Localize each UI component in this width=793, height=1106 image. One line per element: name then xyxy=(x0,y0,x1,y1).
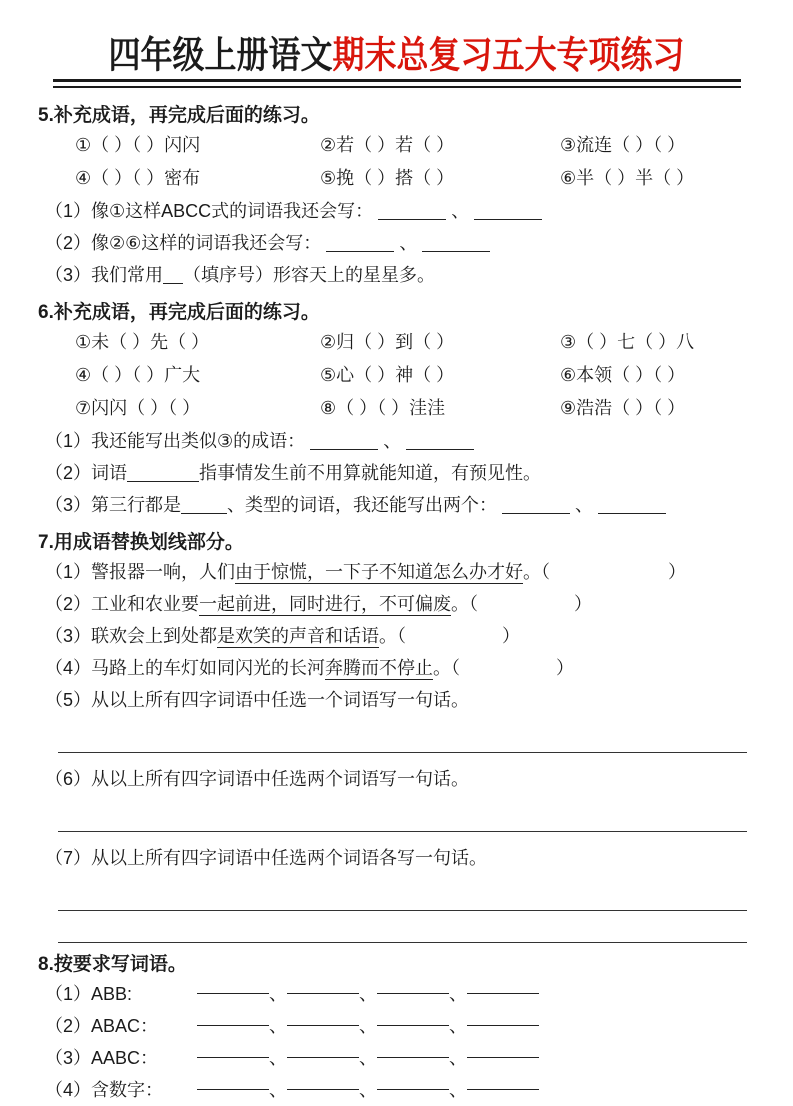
answer-paren-open: （ xyxy=(469,594,479,614)
answer-blank xyxy=(287,1010,359,1026)
question-text: 。 xyxy=(451,594,470,614)
question-text: （3）第三行都是 xyxy=(45,495,182,515)
answer-blank xyxy=(377,978,449,994)
section-7-question-4 xyxy=(38,652,753,684)
separator: 、 xyxy=(359,984,377,1004)
title-black-part: 四年级上册语文 xyxy=(108,34,333,76)
answer-blank xyxy=(377,1074,449,1090)
idiom-item: ⑤挽（ ）搭（ ） xyxy=(320,168,455,188)
question-text: 指事情发生前不用算就能知道，有预见性。 xyxy=(199,463,542,483)
idiom-item: ①（ ）（ ）闪闪 xyxy=(75,135,201,155)
separator: 、 xyxy=(269,1016,287,1036)
answer-blank xyxy=(287,978,359,994)
section-5-idiom-grid xyxy=(38,129,753,195)
section-7-question-3 xyxy=(38,620,753,652)
idiom-item: ③（ ）七（ ）八 xyxy=(560,332,695,352)
idiom-item: ④（ ）（ ）密布 xyxy=(75,168,201,188)
section-8 xyxy=(38,951,753,1106)
separator: 、 xyxy=(451,201,470,221)
idiom-item: ⑥半（ ）半（ ） xyxy=(560,168,695,188)
answer-blank xyxy=(197,978,269,994)
answer-blank xyxy=(474,204,542,220)
section-5-question-3 xyxy=(38,259,753,291)
answer-paren-close: ） xyxy=(556,658,575,678)
question-text: 。 xyxy=(379,626,398,646)
answer-paren-open: （ xyxy=(451,658,461,678)
answer-blank xyxy=(467,1042,539,1058)
section-5-heading: 5.补充成语，再完成后面的练习。 xyxy=(38,105,320,126)
row-label: （1）ABB: xyxy=(45,984,133,1004)
separator: 、 xyxy=(383,431,402,451)
underlined-phrase: 一起前进，同时进行，不可偏废 xyxy=(199,594,452,614)
answer-blank xyxy=(197,1010,269,1026)
idiom-item: ①未（ ）先（ ） xyxy=(75,332,210,352)
idiom-item: ②若（ ）若（ ） xyxy=(320,135,455,155)
idiom-item: ⑦闪闪（ ）（ ） xyxy=(75,398,201,418)
answer-blank xyxy=(310,434,378,450)
answer-blank xyxy=(598,498,666,514)
section-8-row-abb xyxy=(38,978,753,1010)
answer-blank xyxy=(377,1010,449,1026)
question-text: （3）我们常用 xyxy=(45,265,164,285)
title-block xyxy=(0,0,793,88)
idiom-item: ⑧（ ）（ ）洼洼 xyxy=(320,398,446,418)
section-7-question-2 xyxy=(38,588,753,620)
separator: 、 xyxy=(399,233,418,253)
row-label: （4）含数字： xyxy=(45,1080,164,1100)
title-double-rule xyxy=(53,79,741,88)
section-7-heading: 7.用成语替换划线部分。 xyxy=(38,532,244,553)
question-text: （3）联欢会上到处都 xyxy=(45,626,218,646)
section-6-question-2 xyxy=(38,457,753,489)
question-text: 。 xyxy=(433,658,452,678)
question-text: （2）像②⑥这样的词语我还会写： xyxy=(45,233,322,253)
question-text: （1）我还能写出类似③的成语： xyxy=(45,431,306,451)
title-red-part: 期末总复习五大专项练习 xyxy=(332,34,685,76)
separator: 、 xyxy=(449,1016,467,1036)
idiom-item: ④（ ）（ ）广大 xyxy=(75,365,201,385)
page-title xyxy=(108,26,684,79)
answer-blank xyxy=(378,204,446,220)
answer-paren-close: ） xyxy=(574,594,593,614)
answer-blank xyxy=(422,236,490,252)
section-6-question-3 xyxy=(38,489,753,521)
separator: 、 xyxy=(449,1048,467,1068)
answer-blank xyxy=(377,1042,449,1058)
answer-blank xyxy=(406,434,474,450)
answer-blank xyxy=(467,1074,539,1090)
underlined-phrase: 奔腾而不停止 xyxy=(325,658,434,678)
question-text: （1）警报器一响，人们 xyxy=(45,562,236,582)
idiom-item: ⑨浩浩（ ）（ ） xyxy=(560,398,686,418)
underlined-phrase: 是欢笑的声音和话语 xyxy=(217,626,380,646)
question-text: （4）马路上的车灯如同闪光的长河 xyxy=(45,658,326,678)
idiom-item: ⑤心（ ）神（ ） xyxy=(320,365,455,385)
answer-paren-close: ） xyxy=(502,626,521,646)
section-5-question-2 xyxy=(38,227,753,259)
question-text: （2）词语 xyxy=(45,463,128,483)
underlined-phrase: 由于惊慌，一下子不知道怎么办才好 xyxy=(235,562,524,582)
answer-writing-line xyxy=(58,752,747,753)
separator: 、 xyxy=(359,1048,377,1068)
answer-blank xyxy=(163,268,183,284)
section-7-question-1 xyxy=(38,556,753,588)
section-6-heading: 6.补充成语，再完成后面的练习。 xyxy=(38,302,320,323)
answer-paren-open: （ xyxy=(397,626,407,646)
question-text: （填序号）形容天上的星星多。 xyxy=(183,265,436,285)
separator: 、 xyxy=(449,984,467,1004)
section-5-question-1 xyxy=(38,195,753,227)
section-8-row-numbers xyxy=(38,1074,753,1106)
answer-blank xyxy=(502,498,570,514)
answer-blank xyxy=(467,1010,539,1026)
section-6-question-1 xyxy=(38,425,753,457)
idiom-item: ②归（ ）到（ ） xyxy=(320,332,455,352)
answer-blank xyxy=(181,498,227,514)
idiom-item: ③流连（ ）（ ） xyxy=(560,135,686,155)
section-7 xyxy=(38,529,753,943)
section-7-question-5: （5）从以上所有四字词语中任选一个词语写一句话。 xyxy=(45,690,470,710)
section-6-idiom-grid xyxy=(38,326,753,425)
answer-writing-line xyxy=(58,910,747,911)
idiom-item: ⑥本领（ ）（ ） xyxy=(560,365,686,385)
separator: 、 xyxy=(269,1048,287,1068)
answer-writing-line xyxy=(58,942,747,943)
row-label: （2）ABAC： xyxy=(45,1016,159,1036)
answer-blank xyxy=(127,466,199,482)
section-8-row-abac xyxy=(38,1010,753,1042)
question-text: （1）像①这样ABCC式的词语我还会写： xyxy=(45,201,374,221)
separator: 、 xyxy=(269,1080,287,1100)
worksheet-content xyxy=(0,88,793,1106)
answer-blank xyxy=(197,1042,269,1058)
section-7-question-7: （7）从以上所有四字词语中任选两个词语各写一句话。 xyxy=(45,848,488,868)
question-text: （2）工业和农业要 xyxy=(45,594,200,614)
section-8-heading: 8.按要求写词语。 xyxy=(38,954,187,975)
row-label: （3）AABC： xyxy=(45,1048,159,1068)
answer-blank xyxy=(197,1074,269,1090)
answer-paren-open: （ xyxy=(541,562,551,582)
separator: 、 xyxy=(359,1080,377,1100)
question-text: 、类型的词语，我还能写出两个： xyxy=(227,495,498,515)
question-text: 。 xyxy=(523,562,542,582)
answer-blank xyxy=(287,1042,359,1058)
section-5 xyxy=(38,102,753,291)
section-6 xyxy=(38,299,753,521)
section-7-question-6: （6）从以上所有四字词语中任选两个词语写一句话。 xyxy=(45,769,470,789)
answer-paren-close: ） xyxy=(668,562,687,582)
answer-blank xyxy=(467,978,539,994)
answer-writing-line xyxy=(58,831,747,832)
section-8-row-aabc xyxy=(38,1042,753,1074)
separator: 、 xyxy=(359,1016,377,1036)
separator: 、 xyxy=(269,984,287,1004)
separator: 、 xyxy=(449,1080,467,1100)
separator: 、 xyxy=(575,495,594,515)
answer-blank xyxy=(326,236,394,252)
answer-blank xyxy=(287,1074,359,1090)
